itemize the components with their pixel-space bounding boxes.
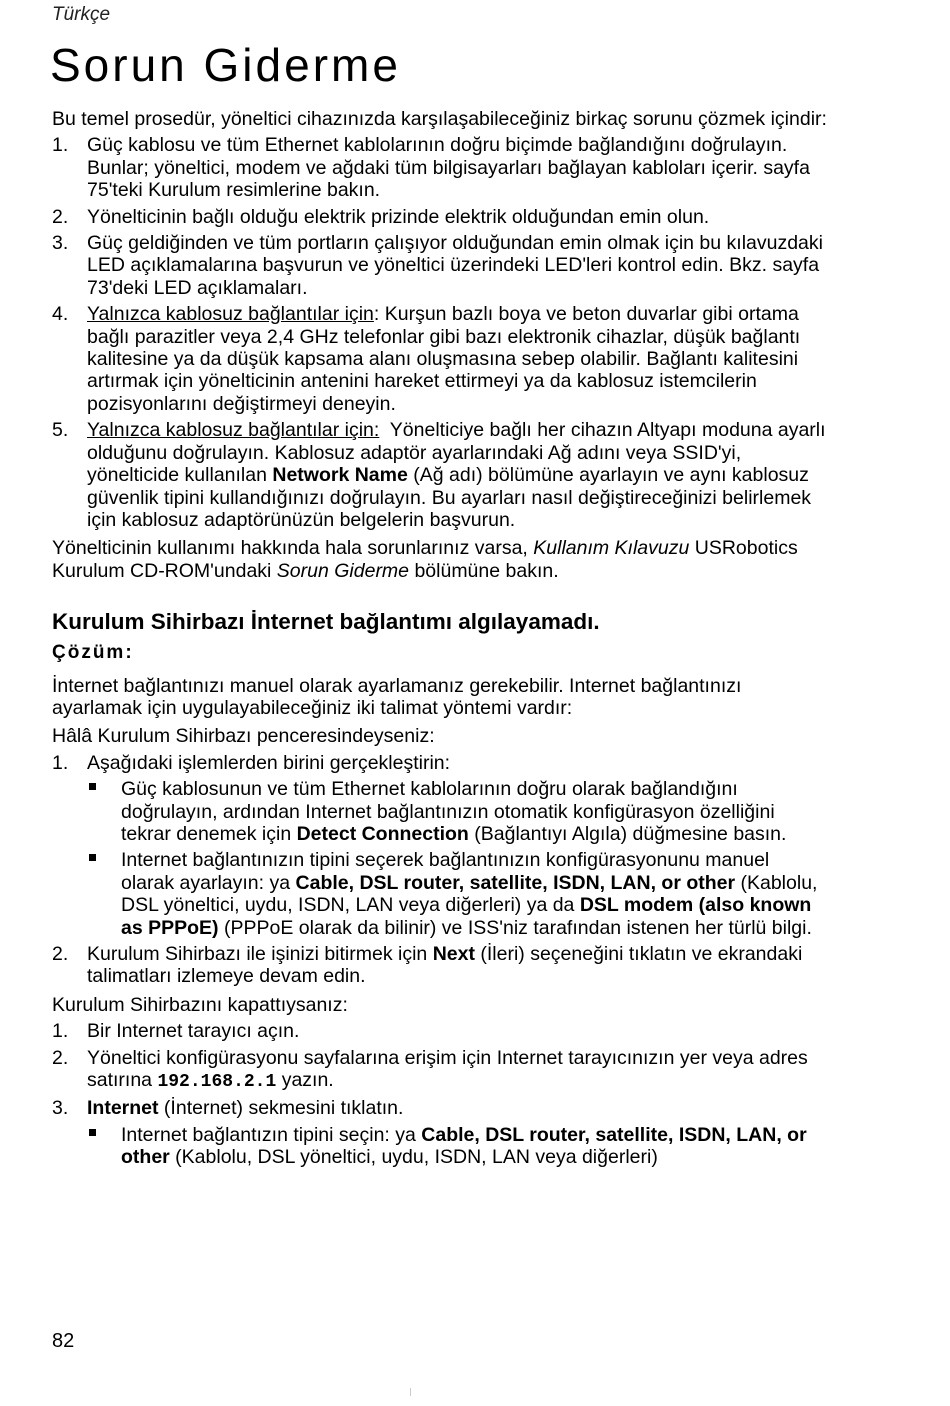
solution-paragraph: İnternet bağlantınızı manuel olarak ayarlamanız gerekebilir. Internet bağlantınızı ayarlamak için uygulayabileceğiniz iki talimat yöntemi vardır:: [52, 674, 742, 719]
step-4: [52, 303, 827, 415]
step-text: Bir Internet tarayıcı açın.: [87, 1020, 300, 1043]
step-text: (İleri) seçeneğini tıklatın ve ekrandaki talimatları izlemeye devam edin.: [87, 943, 803, 988]
bullet-item: [87, 1124, 827, 1169]
step-3: [52, 232, 827, 299]
ip-address: 192.168.2.1: [157, 1072, 277, 1093]
step-number: 1.: [52, 751, 69, 774]
step-text: (İnternet) sekmesini tıklatın.: [158, 1097, 404, 1120]
wizard-closed-paragraph: Kurulum Sihirbazını kapattıysanız:: [52, 993, 348, 1016]
step-text: Güç geldiğinden ve tüm portların çalışıyor olduğundan emin olmak için bu kılavuzdaki LED açıklamalarına başvurun ve yöneltici üzerindeki LED'leri kontrol edin. Bkz. sayfa 73'deki LED açıklamaları.: [87, 232, 823, 299]
step-number: 2.: [52, 205, 69, 228]
bullet-marker: [89, 854, 96, 861]
outro-text: Yönelticinin kullanımı hakkında hala sorunlarınız varsa,: [52, 537, 534, 560]
step-lead: Yalnızca kablosuz bağlantılar için: [87, 303, 374, 326]
internet-tab-term: Internet: [87, 1097, 159, 1120]
step-number: 4.: [52, 303, 69, 326]
outro-text: USRobotics Kurulum CD-ROM'undaki: [52, 537, 798, 582]
wizard-open-paragraph: Hâlâ Kurulum Sihirbazı penceresindeyseniz:: [52, 725, 435, 748]
step-number: 2.: [52, 1046, 69, 1069]
bullet-list: [87, 1124, 827, 1169]
connection-type-term: Cable, DSL router, satellite, ISDN, LAN, or other: [121, 1123, 807, 1169]
step-number: 3.: [52, 1097, 69, 1120]
bullet-text: Internet bağlantızın tipini seçin: ya: [121, 1123, 422, 1146]
step-text: Yönelticinin bağlı olduğu elektrik prizinde elektrik olduğundan emin olun.: [87, 205, 710, 228]
bullet-list: [87, 778, 827, 939]
section-heading: Kurulum Sihirbazı İnternet bağlantımı algılayamadı.: [52, 609, 600, 635]
step-text: Aşağıdaki işlemlerden birini gerçekleştirin:: [87, 751, 451, 774]
connection-type-term: Cable, DSL router, satellite, ISDN, LAN, or other: [295, 871, 736, 894]
bullet-text: Internet bağlantınızın tipini seçerek bağlantınızın konfigürasyonunu manuel olarak ayarlayın: ya: [121, 849, 770, 894]
bullet-text: Güç kablosunun ve tüm Ethernet kablolarının doğru olarak bağlandığını doğrulayın, ardından Internet bağlantınızın otomatik konfigürasyon özelliğini tekrar denemek için: [121, 778, 775, 845]
detect-connection-term: Detect Connection: [296, 822, 469, 845]
troubleshooting-steps: [52, 134, 831, 531]
network-name-term: Network Name: [272, 464, 408, 487]
bullet-marker: [89, 783, 96, 790]
step-1: [52, 1020, 827, 1042]
bullet-item: [87, 778, 827, 845]
step-text: Güç kablosu ve tüm Ethernet kablolarının doğru biçimde bağlandığını doğrulayın. Bunlar; yöneltici, modem ve ağdaki tüm bilgisayarları bağlayan kabloları içerir. sayfa 75'teki Kurulum resimlerine bakın.: [87, 134, 810, 202]
bullet-marker: [89, 1129, 96, 1136]
step-number: 1.: [52, 134, 69, 157]
section-ref: Sorun Giderme: [276, 559, 410, 582]
bullet-text: (Kablolu, DSL yöneltici, uydu, ISDN, LAN veya diğerleri) ya da: [121, 871, 818, 917]
step-number: 1.: [52, 1020, 69, 1043]
language-label: Türkçe: [52, 4, 111, 25]
intro-paragraph: Bu temel prosedür, yöneltici cihazınızda karşılaşabileceğiniz birkaç sorunu çözmek içindir:: [52, 108, 827, 130]
page-title: Sorun Giderme: [50, 39, 401, 91]
bullet-text: (Kablolu, DSL yöneltici, uydu, ISDN, LAN veya diğerleri): [169, 1146, 658, 1169]
step-text: Kurulum Sihirbazı ile işinizi bitirmek için: [87, 943, 433, 965]
wizard-open-steps: [52, 752, 827, 988]
step-text: yazın.: [276, 1069, 334, 1092]
bullet-text: (PPPoE olarak da bilinir) ve ISS'niz tarafından istenen her türlü bilgi.: [218, 916, 812, 939]
step-lead: Yalnızca kablosuz bağlantılar için:: [87, 419, 380, 442]
step-1: [52, 134, 827, 201]
step-number: 5.: [52, 419, 69, 442]
pppoe-term: DSL modem (also known as PPPoE): [121, 894, 812, 939]
solution-label: Çözüm:: [52, 642, 134, 664]
bullet-item: [87, 849, 827, 939]
scan-mark: [410, 1388, 411, 1396]
step-number: 2.: [52, 943, 69, 965]
outro-paragraph: [52, 537, 827, 582]
step-2: [52, 206, 827, 228]
step-2: [52, 1047, 827, 1094]
step-2: [52, 943, 827, 988]
step-text: (Ağ adı) bölümüne ayarlayın ve aynı kablosuz güvenlik tipini kullandığınızı doğrulayın. Bu ayarları nasıl değiştireceğinizi belirlemek için kablosuz adaptörünüzün belgelerin başvurun.: [87, 464, 812, 531]
step-text: Yönelticiye bağlı her cihazın Altyapı moduna ayarlı olduğunu doğrulayın. Kablosuz adaptör ayarlarındaki Ağ adını veya SSID'yi, yönelticide kullanılan: [87, 419, 831, 487]
bullet-text: (Bağlantıyı Algıla) düğmesine basın.: [468, 822, 787, 845]
step-5: [52, 419, 831, 531]
page-number: 82: [52, 1330, 75, 1352]
step-3: [52, 1097, 827, 1168]
step-1: [52, 752, 827, 939]
next-term: Next: [432, 943, 475, 965]
step-number: 3.: [52, 232, 69, 255]
step-text: : Kurşun bazlı boya ve beton duvarlar gibi ortama bağlı parazitler veya 2,4 GHz telefonlar gibi bazı elektronik cihazlar, düşük bağlantı kalitesine ya da düşük kapsama alanı oluşmasına sebep olabilir. Bağlantı kalitesini artırmak için yönelticinin antenini hareket ettirmeyi ya da kablosuz istemcilerin pozisyonlarını değiştirmeyi deneyin.: [87, 303, 801, 415]
outro-text: bölümüne bakın.: [409, 559, 559, 582]
wizard-closed-steps: [52, 1020, 827, 1168]
manual-title: Kullanım Kılavuzu: [533, 537, 690, 560]
document-body: [52, 108, 831, 1169]
step-text: Yöneltici konfigürasyonu sayfalarına erişim için Internet tarayıcınızın yer veya adres satırına: [87, 1046, 808, 1092]
